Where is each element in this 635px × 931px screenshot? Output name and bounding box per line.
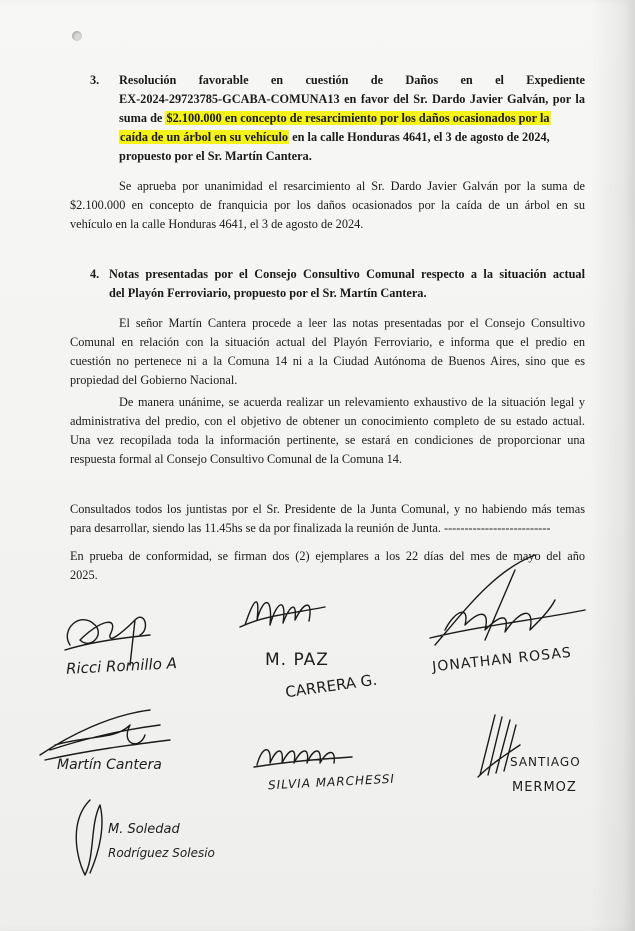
punch-hole <box>72 31 82 41</box>
signature-5-scribble <box>252 735 362 775</box>
item-3-highlight-tree: caída de un árbol en su vehículo <box>120 130 289 144</box>
closing-line-2: para desarrollar, siendo las 11.45hs se da por finalizada la reunión de Junta. -------------------------- <box>70 521 551 535</box>
item-4-number: 4. <box>90 267 100 281</box>
signature-5-name: SILVIA MARCHESSI <box>267 771 396 793</box>
item-4-para-2-line-2: administrativa del predio, con el objetivo de obtener un conocimiento completo de su estado actual. <box>70 414 585 428</box>
signature-7-scribble <box>60 795 120 885</box>
signature-7-name-line-2: Rodríguez Solesio <box>108 846 215 860</box>
item-4-heading-line-2: del Playón Ferroviario, propuesto por el Sr. Martín Cantera. <box>109 286 427 300</box>
signature-3-name: JONATHAN ROSAS <box>431 644 573 676</box>
item-3-body-line-1: Se aprueba por unanimidad el resarcimiento al Sr. Dardo Javier Galván por la suma de <box>119 179 585 193</box>
item-3-highlight-amount: $2.100.000 en concepto de resarcimiento por los daños ocasionados por la <box>166 111 550 125</box>
item-4-para-1-line-4: propiedad del Gobierno Nacional. <box>70 373 238 387</box>
item-3-heading-line-2: EX-2024-29723785-GCABA-COMUNA13 en favor del Sr. Dardo Javier Galván, por la <box>119 92 585 106</box>
closing-line-1: Consultados todos los juntistas por el Sr. Presidente de la Junta Comunal, y no habiendo más temas <box>70 502 585 516</box>
conformity-line-1: En prueba de conformidad, se firman dos (2) ejemplares a los 22 días del mes de mayo del año <box>70 549 585 563</box>
signature-4-scribble <box>30 705 180 765</box>
item-4-para-2-line-3: Una vez recopilada toda la información pertinente, se estará en condiciones de proporcionar una <box>70 433 585 447</box>
signature-6-name-line-1: SANTIAGO <box>510 755 581 769</box>
item-3-body-line-3: vehículo en la calle Honduras 4641, el 3 de agosto de 2024. <box>70 217 364 231</box>
item-3-heading-line-3 <box>119 109 589 128</box>
item-4-heading-line-1: Notas presentadas por el Consejo Consultivo Comunal respecto a la situación actual <box>109 267 585 281</box>
item-3-heading-line-4 <box>119 128 589 147</box>
item-4-para-2-line-4: respuesta formal al Consejo Consultivo Comunal de la Comuna 14. <box>70 452 402 466</box>
item-3-proposer: propuesto por el Sr. Martín Cantera. <box>119 149 312 163</box>
item-4-para-1-line-2: Comunal en relación con la situación actual del Playón Ferroviario, e informa que el predio en <box>70 335 585 349</box>
item-3-number: 3. <box>90 73 100 87</box>
item-3-heading-line-1: Resolución favorable en cuestión de Daños en el Expediente <box>119 73 585 87</box>
item-4-para-2-line-1: De manera unánime, se acuerda realizar un relevamiento exhaustivo de la situación legal y <box>119 395 585 409</box>
signature-2-scribble <box>235 585 355 645</box>
item-3-suma-de: suma de <box>119 111 166 125</box>
item-3-body-line-2: $2.100.000 en concepto de franquicia por los daños ocasionados por la caída de un árbol en su <box>70 198 585 212</box>
signature-2-name-line-1: M. PAZ <box>265 650 329 670</box>
conformity-line-2: 2025. <box>70 568 98 582</box>
signature-6-name-line-2: MERMOZ <box>512 780 577 795</box>
signature-4-name: Martín Cantera <box>57 757 162 773</box>
item-4-para-1-line-3: cuestión no pertenece ni a la Comuna 14 ni a la Ciudad Autónoma de Buenos Aires, sino que es <box>70 354 585 368</box>
signature-3-scribble <box>425 550 595 660</box>
signature-2-name-line-2: CARRERA G. <box>284 670 379 702</box>
signature-6-scribble <box>470 705 530 785</box>
item-4-para-1-line-1: El señor Martín Cantera procede a leer las notas presentadas por el Consejo Consultivo <box>119 316 585 330</box>
item-3-location: en la calle Honduras 4641, el 3 de agosto de 2024, <box>289 130 550 144</box>
signature-7-name-line-1: M. Soledad <box>108 822 180 837</box>
signature-1-name: Ricci Romillo A <box>65 654 178 678</box>
